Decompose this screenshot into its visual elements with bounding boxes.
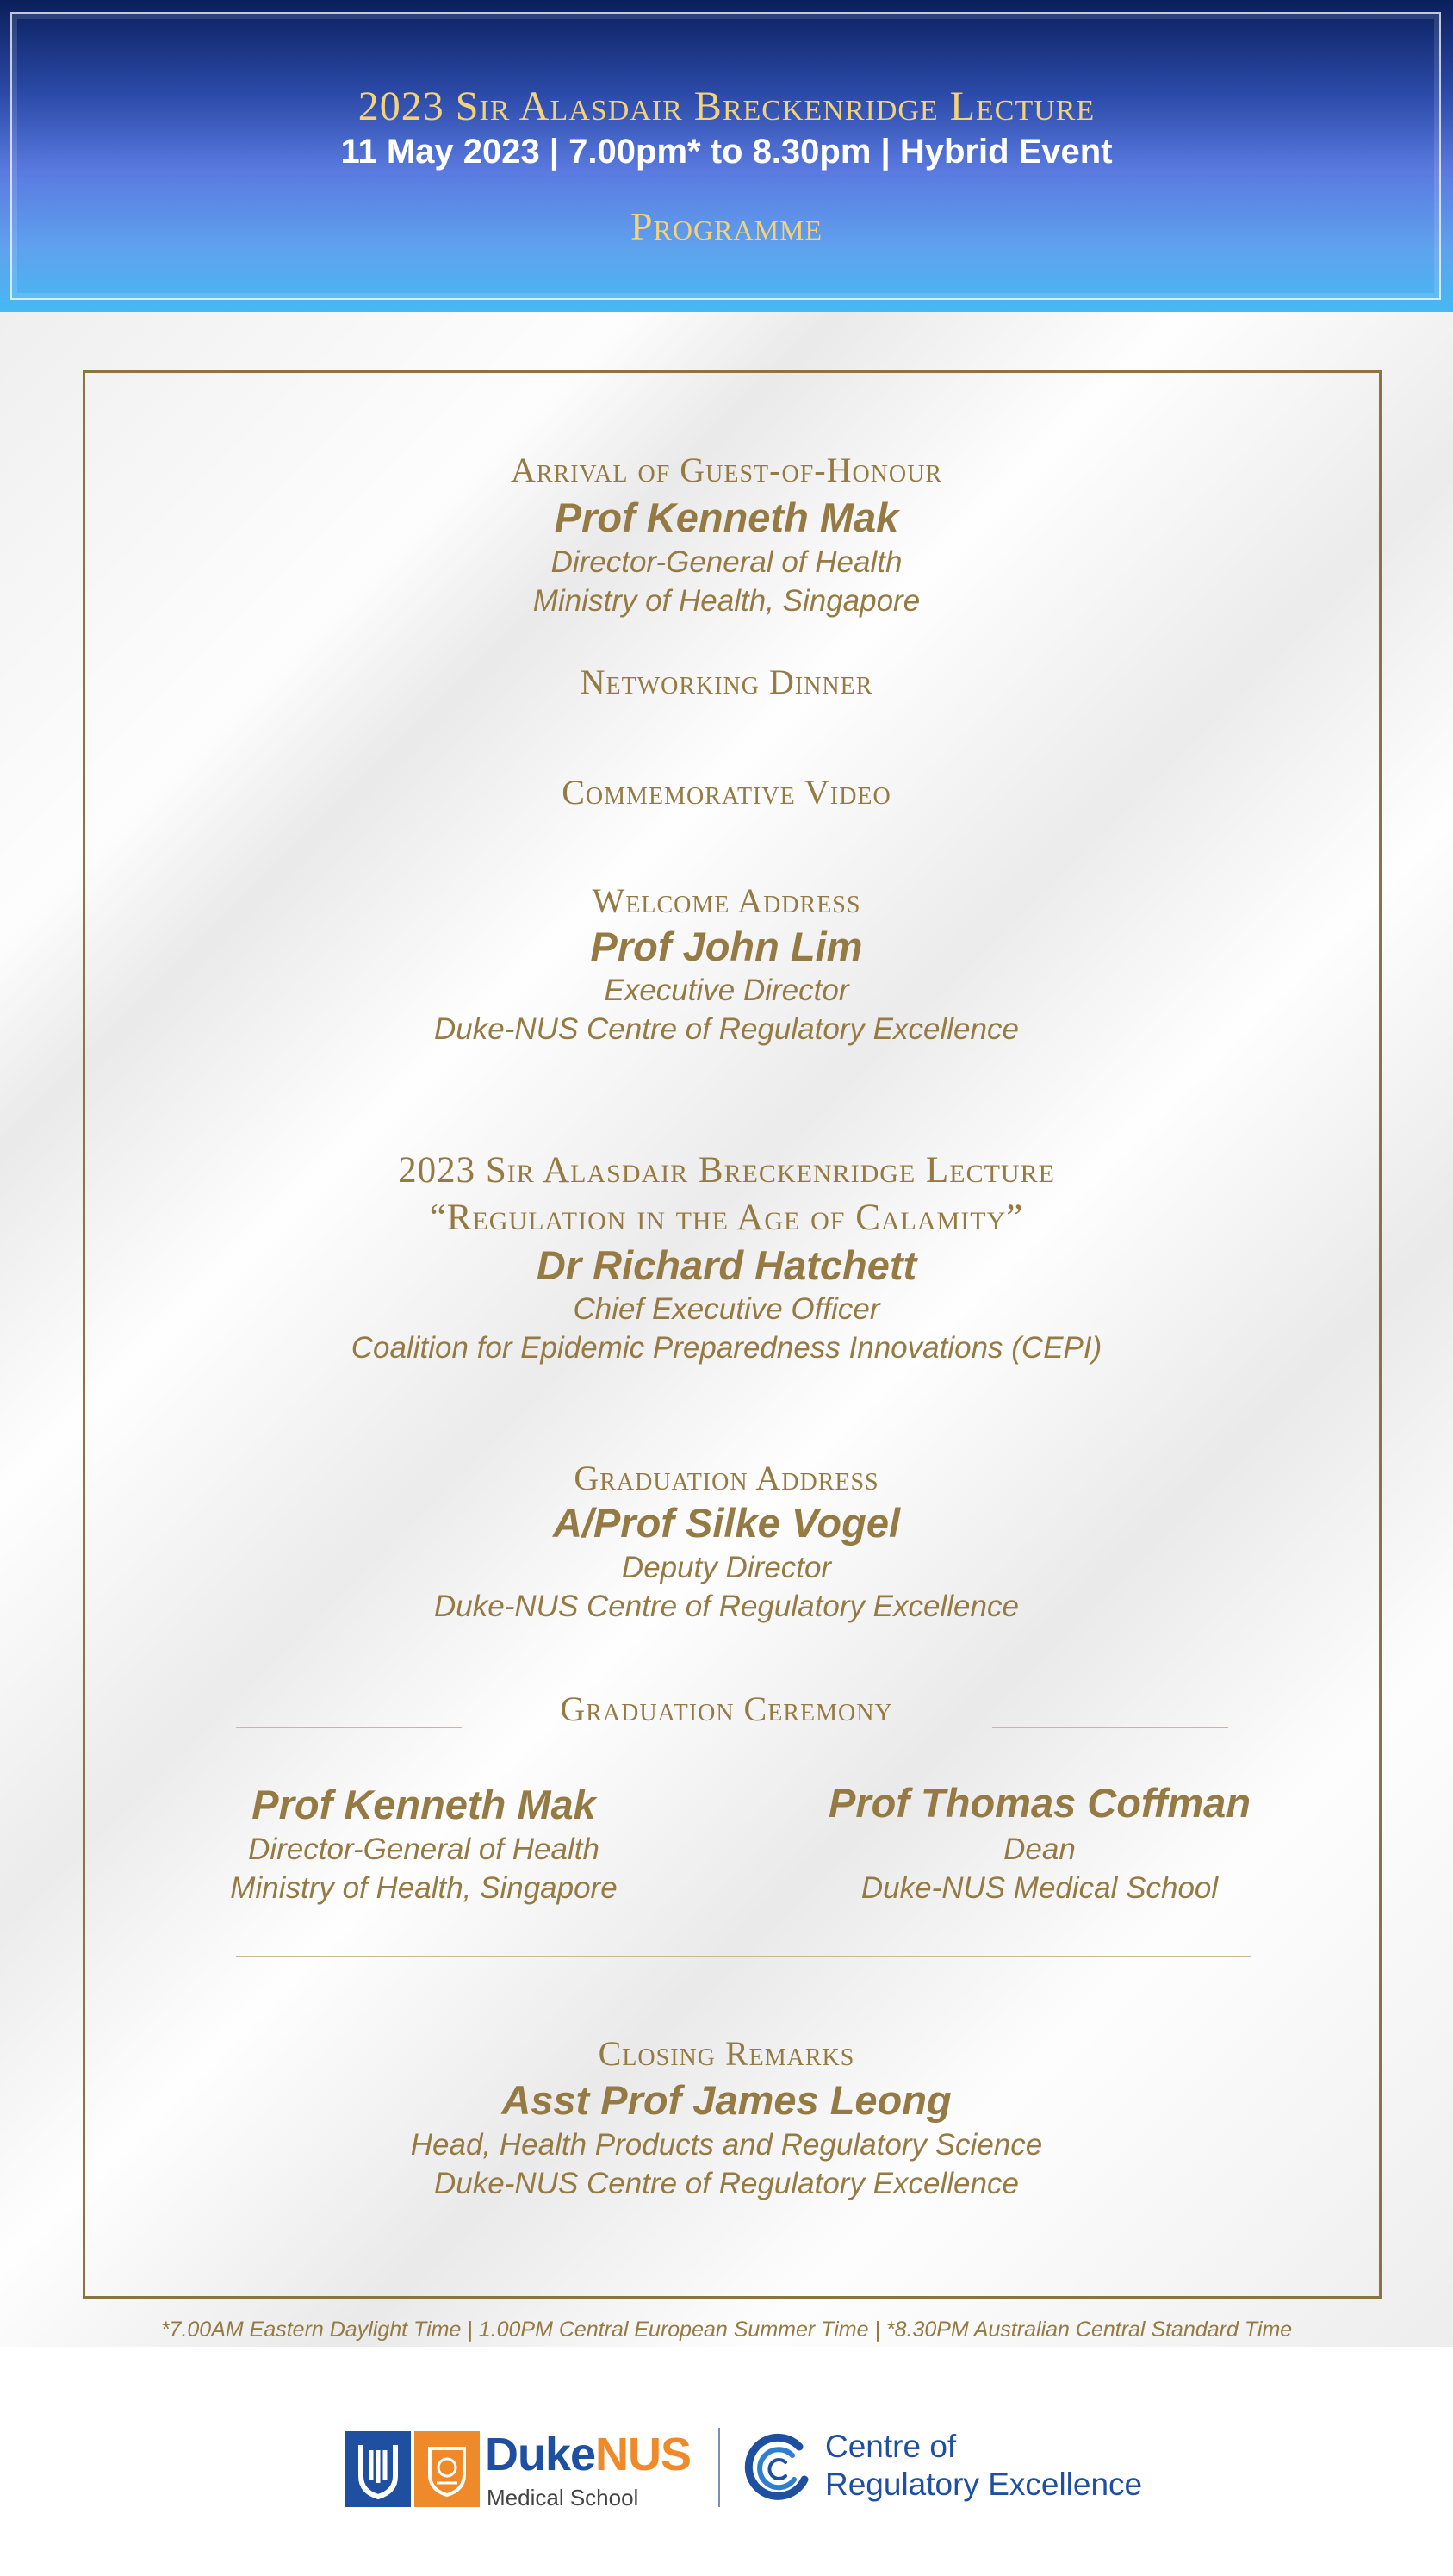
video-heading: Commemorative Video [562,773,891,812]
cre-line-1: Centre of [825,2429,957,2464]
lecture-role: Chief Executive Officer [573,1292,880,1326]
lecture-name: Dr Richard Hatchett [536,1242,917,1288]
nus-word: NUS [595,2429,692,2480]
closing-name: Asst Prof James Leong [501,2077,952,2123]
welcome-role: Executive Director [604,974,849,1007]
ceremony-rule-bottom [236,1956,1251,1957]
duke-shield-icon [345,2431,411,2507]
graduation-address-heading: Graduation Address [574,1459,879,1497]
arrival-org: Ministry of Health, Singapore [532,584,921,618]
timezone-footnote: *7.00AM Eastern Daylight Time | 1.00PM Central European Summer Time | *8.30PM Australian Central Standard Time [160,2318,1293,2342]
duke-nus-wordmark [485,2428,691,2481]
duke-word: Duke [485,2429,596,2480]
logo-bar [0,2347,1453,2576]
arrival-role: Director-General of Health [550,545,903,579]
graduation-address-name: A/Prof Silke Vogel [552,1500,901,1546]
graduation-address-org: Duke-NUS Centre of Regulatory Excellence [434,1590,1019,1623]
programme-heading: Programme [630,204,823,248]
closing-org: Duke-NUS Centre of Regulatory Excellence [434,2167,1019,2200]
medical-school-label: Medical School [487,2485,639,2511]
welcome-heading: Welcome Address [592,881,861,920]
closing-role: Head, Health Products and Regulatory Science [410,2128,1043,2162]
cre-wordmark [825,2428,1142,2504]
welcome-name: Prof John Lim [590,924,863,969]
cre-line-2: Regulatory Excellence [825,2467,1143,2502]
lecture-heading: 2023 Sir Alasdair Breckenridge Lecture [398,1150,1055,1191]
closing-heading: Closing Remarks [598,2034,855,2073]
event-datetime: 11 May 2023 | 7.00pm* to 8.30pm | Hybrid Event [340,133,1113,171]
arrival-heading: Arrival of Guest-of-Honour [510,451,943,489]
logo-divider [718,2428,720,2507]
ceremony-left-name: Prof Kenneth Mak [251,1782,596,1827]
arrival-name: Prof Kenneth Mak [554,495,899,540]
event-title: 2023 Sir Alasdair Breckenridge Lecture [357,84,1096,129]
cre-swirl-icon [739,2430,817,2507]
ceremony-right-role: Dean [1003,1832,1076,1866]
header-banner [0,0,1453,312]
ceremony-right-org: Duke-NUS Medical School [860,1871,1219,1905]
welcome-org: Duke-NUS Centre of Regulatory Excellence [434,1012,1019,1046]
graduation-address-role: Deputy Director [621,1551,832,1584]
ceremony-heading: Graduation Ceremony [560,1689,893,1728]
lecture-org: Coalition for Epidemic Preparedness Innovations (CEPI) [351,1331,1102,1365]
ceremony-right-name: Prof Thomas Coffman [828,1780,1251,1826]
lecture-topic: “Regulation in the Age of Calamity” [429,1198,1024,1238]
nus-crest-icon [414,2431,480,2507]
ceremony-left-org: Ministry of Health, Singapore [230,1871,618,1905]
dinner-heading: Networking Dinner [580,663,873,701]
ceremony-left-role: Director-General of Health [248,1832,599,1866]
